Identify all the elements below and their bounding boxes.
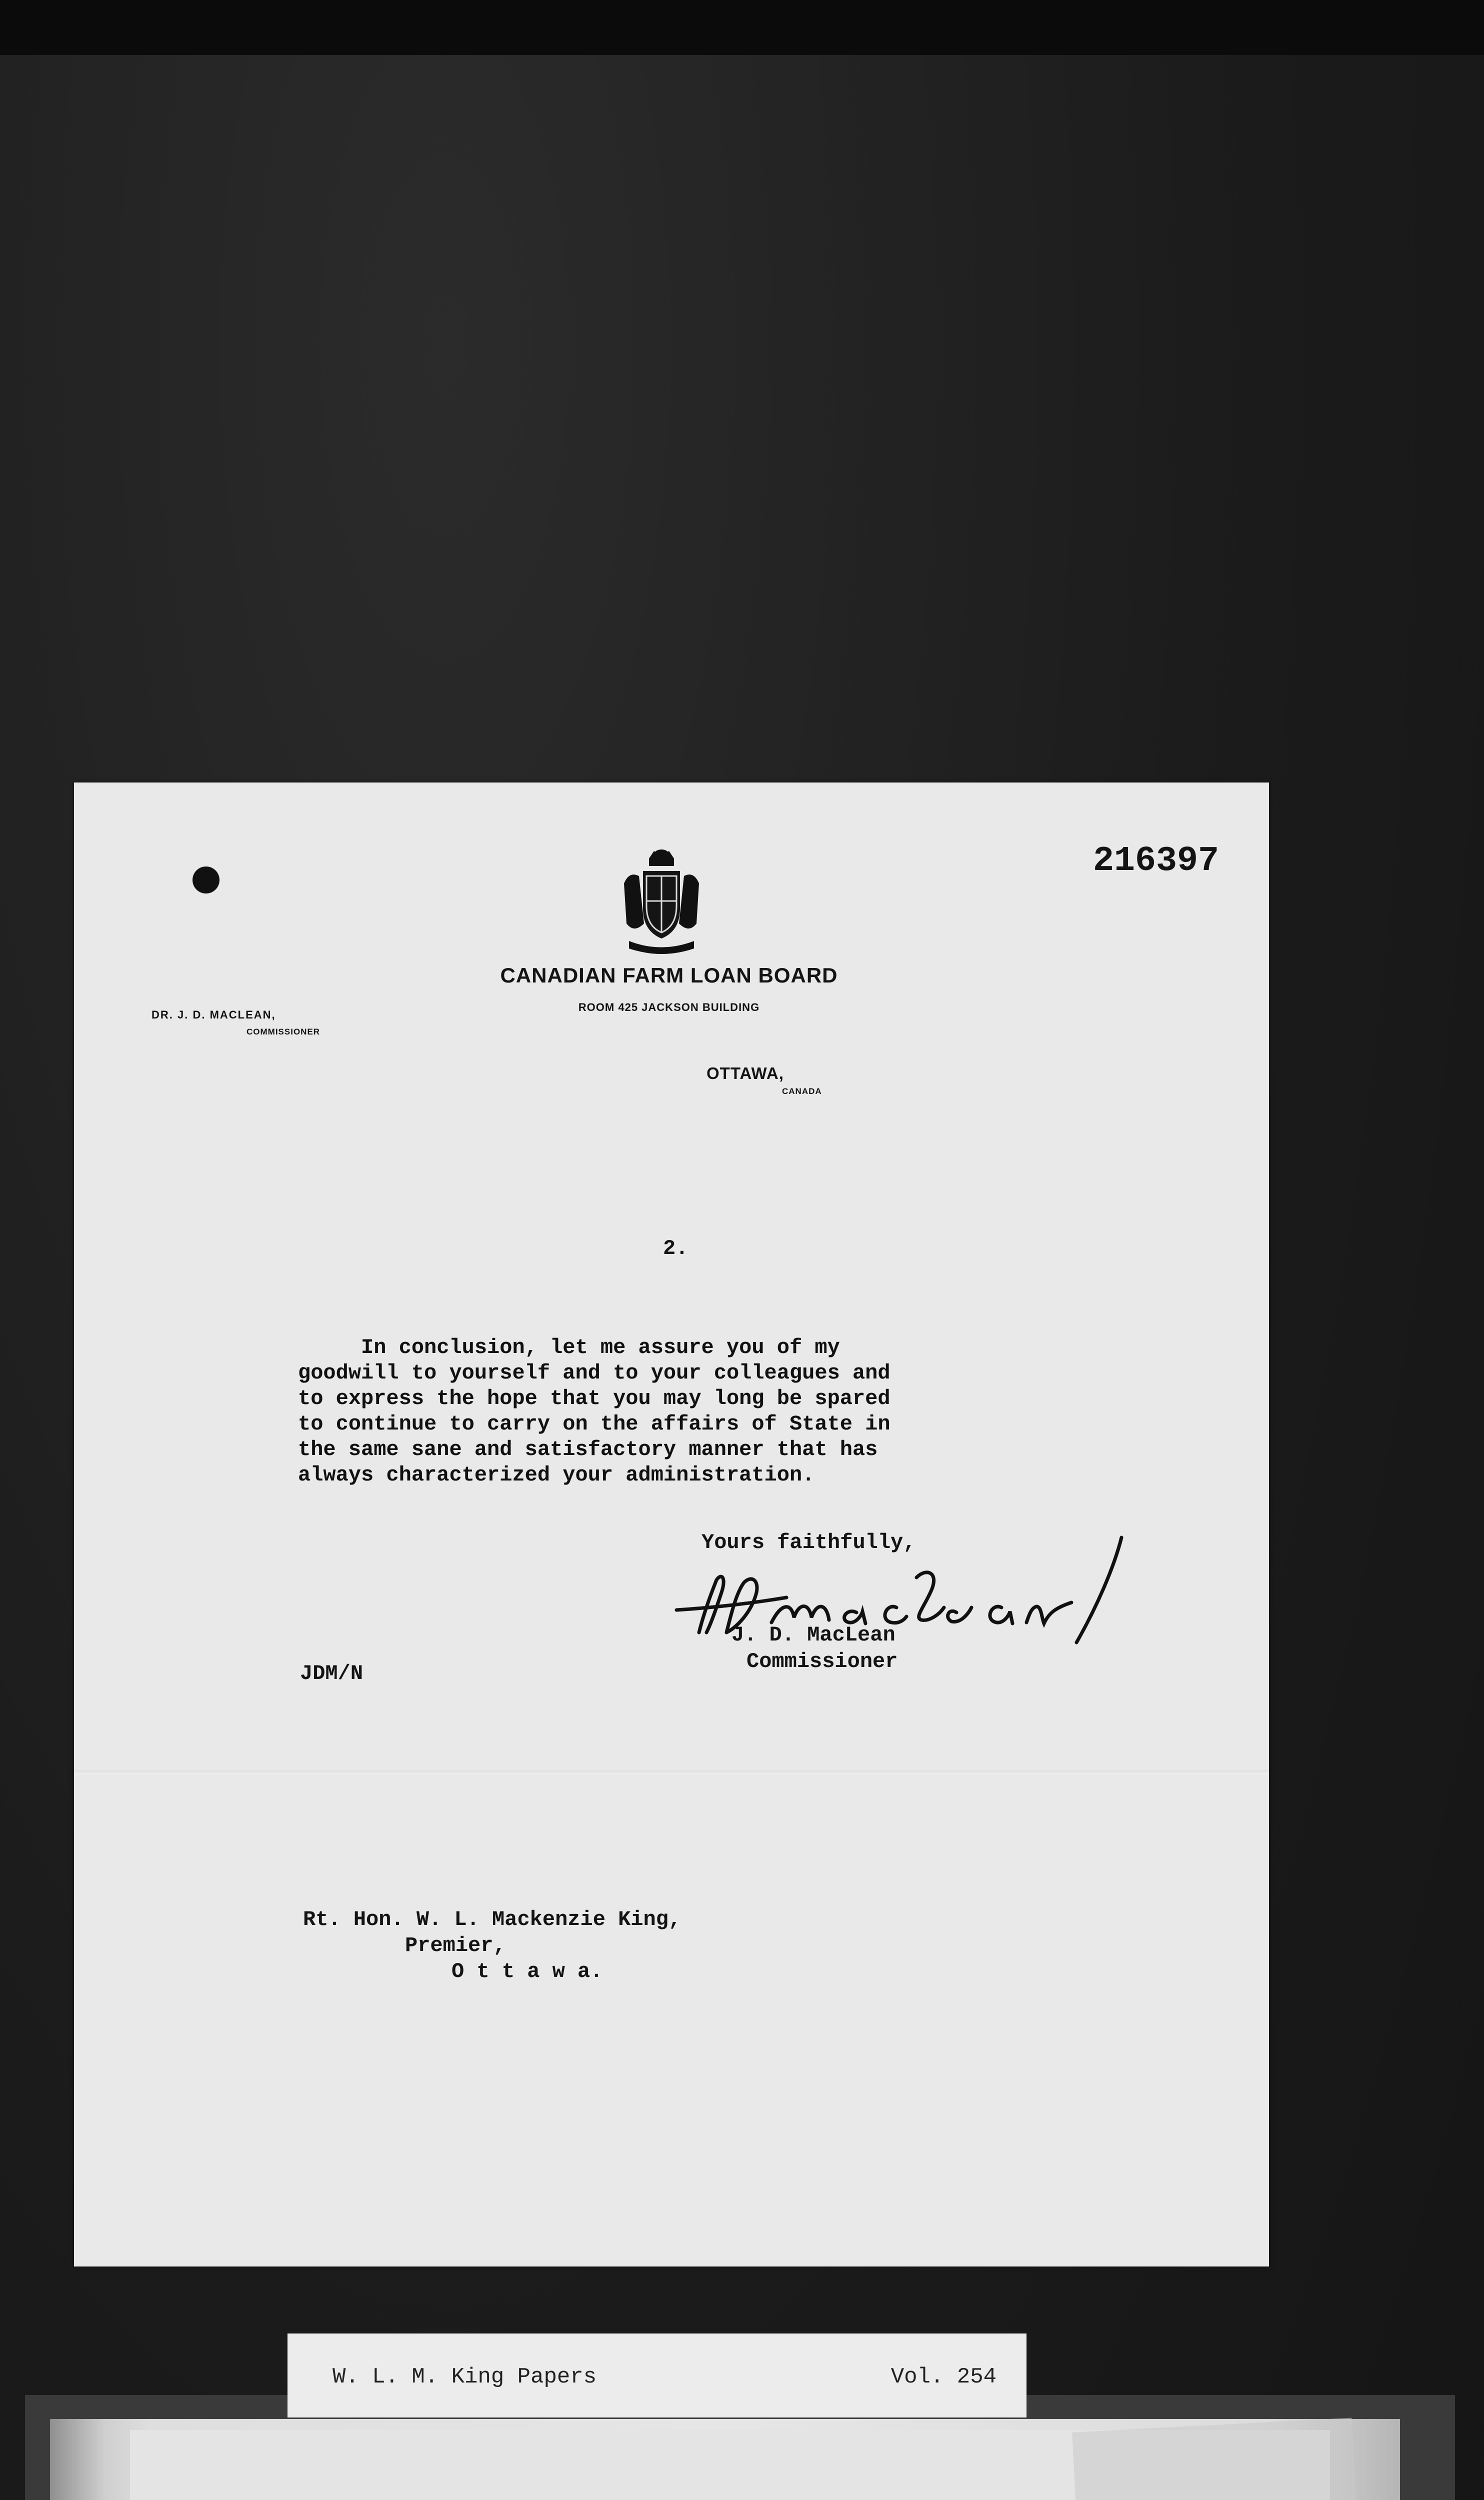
- recipient-line: O t t a w a.: [452, 1960, 603, 1984]
- letterhead-commissioner-title: COMMISSIONER: [246, 1027, 320, 1036]
- body-line: always characterized your administration.: [298, 1463, 815, 1487]
- scan-frame-top: [0, 0, 1484, 55]
- signatory-title: Commissioner: [746, 1650, 898, 1674]
- body-line: In conclusion, let me assure you of my: [298, 1336, 840, 1360]
- letter-page: [74, 782, 1269, 2266]
- body-line: goodwill to yourself and to your colleagues and: [298, 1361, 890, 1385]
- letterhead-country: CANADA: [782, 1086, 822, 1096]
- coat-of-arms-icon: [619, 848, 704, 956]
- collection-label: [288, 2334, 1026, 2418]
- recipient-line: Premier,: [405, 1934, 506, 1958]
- document-number: 216397: [1092, 842, 1219, 881]
- recipient-line: Rt. Hon. W. L. Mackenzie King,: [303, 1908, 682, 1932]
- organization-address: ROOM 425 JACKSON BUILDING: [578, 1001, 760, 1014]
- collection-volume: Vol. 254: [890, 2364, 996, 2390]
- fold-line: [74, 1770, 1269, 1775]
- organization-name: CANADIAN FARM LOAN BOARD: [500, 964, 838, 987]
- tape-strip: [1072, 2418, 1358, 2500]
- closing: Yours faithfully,: [702, 1530, 916, 1554]
- letterhead-commissioner-name: DR. J. D. MACLEAN,: [152, 1008, 276, 1021]
- punch-hole: [192, 866, 220, 894]
- body-line: to continue to carry on the affairs of State in: [298, 1412, 890, 1436]
- collection-title: W. L. M. King Papers: [332, 2364, 597, 2390]
- page-number: 2.: [663, 1236, 688, 1260]
- letterhead-city: OTTAWA,: [706, 1064, 784, 1082]
- body-line: to express the hope that you may long be spared: [298, 1386, 890, 1410]
- reference-initials: JDM/N: [300, 1662, 364, 1686]
- body-line: the same sane and satisfactory manner that has: [298, 1438, 878, 1462]
- signatory-name: J. D. MacLean: [732, 1623, 896, 1647]
